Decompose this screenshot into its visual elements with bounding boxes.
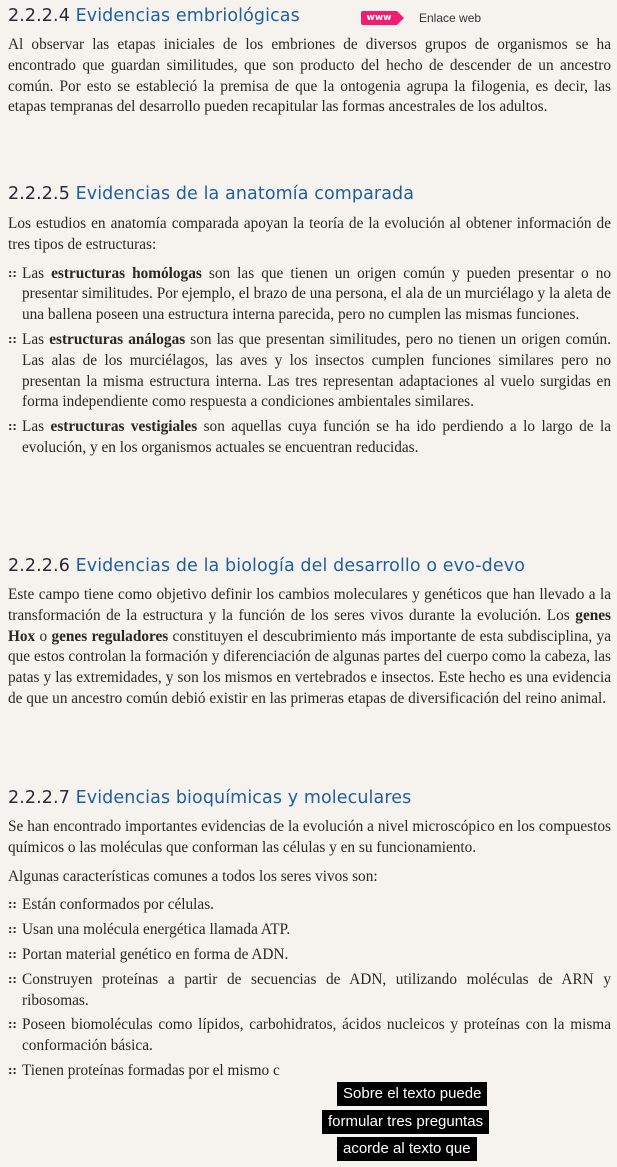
section-number: 2.2.2.5 <box>8 184 70 204</box>
bullet-icon: :: <box>8 947 17 961</box>
list-item: :: Tienen proteínas formadas por el mismo c <box>8 1061 611 1082</box>
section-paragraph: Este campo tiene como objetivo definir los cambios moleculares y genéticos que han llevado a la transformación de la estructura y la función de los seres vivos durante la evolución. Los genes Hox o genes reguladores constituyen el descubrimiento más importante de esta subdisciplina, ya que estos controlan la formación y diferenciación de algunas partes del cuerpo como la cabeza, las patas y las extremidades, y son los mismos en vertebrados e insectos. Este hecho es una evidencia de que un ancestro común debió existir en las primeras etapas de diversificación del reino animal. <box>8 586 611 707</box>
section-number: 2.2.2.7 <box>8 788 70 808</box>
section-heading <box>8 556 611 576</box>
section-number: 2.2.2.4 <box>8 6 70 26</box>
list-item: :: Las estructuras análogas son las que presentan similitudes, pero no tienen un origen común. Las alas de los murciélagos, las aves y los insectos cumplen funciones similares pero no presentan la misma estructura interna. Las tres representan adaptaciones al vuelo surgidas en forma independiente como respuesta a condiciones ambientales similares. <box>8 330 611 411</box>
section-title: Evidencias bioquímicas y moleculares <box>75 788 412 808</box>
structures-list <box>8 264 611 459</box>
section-title: Evidencias de la biología del desarrollo o evo-devo <box>75 556 526 576</box>
section-title: Evidencias de la anatomía comparada <box>75 184 415 204</box>
list-item: :: Las estructuras vestigiales son aquellas cuya función se ha ido perdiendo a lo largo de la evolución, y en los organismos actuales se encuentran reducidas. <box>8 418 611 456</box>
list-item: :: Las estructuras homólogas son las que tienen un origen común y pueden presentar o no presentar similitudes. Por ejemplo, el brazo de una persona, el ala de un murciélago y la aleta de una ballena poseen una estructura interna parecida, pero no cumplen las mismas funciones. <box>8 264 611 324</box>
section-heading <box>8 788 611 808</box>
section-evo-devo <box>8 556 611 710</box>
list-item: :: Usan una molécula energética llamada ATP. <box>8 920 611 941</box>
section-number: 2.2.2.6 <box>8 556 70 576</box>
list-item: :: Portan material genético en forma de ADN. <box>8 945 611 966</box>
bullet-icon: :: <box>8 1018 17 1032</box>
bullet-icon: :: <box>8 923 17 937</box>
section-paragraph: Al observar las etapas iniciales de los embriones de diversos grupos de organismos se ha encontrado que guardan similitudes, que son producto del hecho de descender de un ancestro común. Por esto se estableció la premisa de que la ontogenia agrupa la filogenia, es decir, las etapas tempranas del desarrollo pueden recapitular las formas ancestrales de los adultos. <box>8 36 611 116</box>
list-item: :: Poseen biomoléculas como lípidos, carbohidratos, ácidos nucleicos y proteínas con la misma conformación básica. <box>8 1016 611 1055</box>
list-item: :: Están conformados por células. <box>8 895 611 916</box>
overlay-caption-line-1: Sobre el texto puede <box>337 1082 487 1106</box>
bullet-icon: :: <box>8 1063 17 1077</box>
bullet-icon: :: <box>8 332 17 346</box>
web-link-label: Enlace web <box>419 11 482 25</box>
section-heading <box>8 6 611 26</box>
section-paragraph: Los estudios en anatomía comparada apoyan la teoría de la evolución al obtener información de tres tipos de estructuras: <box>8 215 611 253</box>
overlay-caption-line-2: formular tres preguntas <box>322 1110 489 1134</box>
www-icon: www <box>361 11 397 25</box>
section-bioquimicas <box>8 788 611 1082</box>
section-heading <box>8 184 611 204</box>
bullet-icon: :: <box>8 898 17 912</box>
section-paragraph: Se han encontrado importantes evidencias de la evolución a nivel microscópico en los compuestos químicos o las moléculas que conforman las células y en su funcionamiento. <box>8 818 611 856</box>
overlay-caption-line-3: acorde al texto que <box>337 1137 477 1161</box>
section-paragraph: Algunas características comunes a todos los seres vivos son: <box>8 867 378 885</box>
list-item: :: Construyen proteínas a partir de secuencias de ADN, utilizando moléculas de ARN y ribosomas. <box>8 970 611 1009</box>
section-embriologicas <box>8 6 611 118</box>
characteristics-list <box>8 895 611 1081</box>
bullet-icon: :: <box>8 266 17 280</box>
section-title: Evidencias embriológicas <box>75 6 300 26</box>
section-anatomia-comparada <box>8 184 611 459</box>
bullet-icon: :: <box>8 972 17 986</box>
bullet-icon: :: <box>8 420 17 434</box>
